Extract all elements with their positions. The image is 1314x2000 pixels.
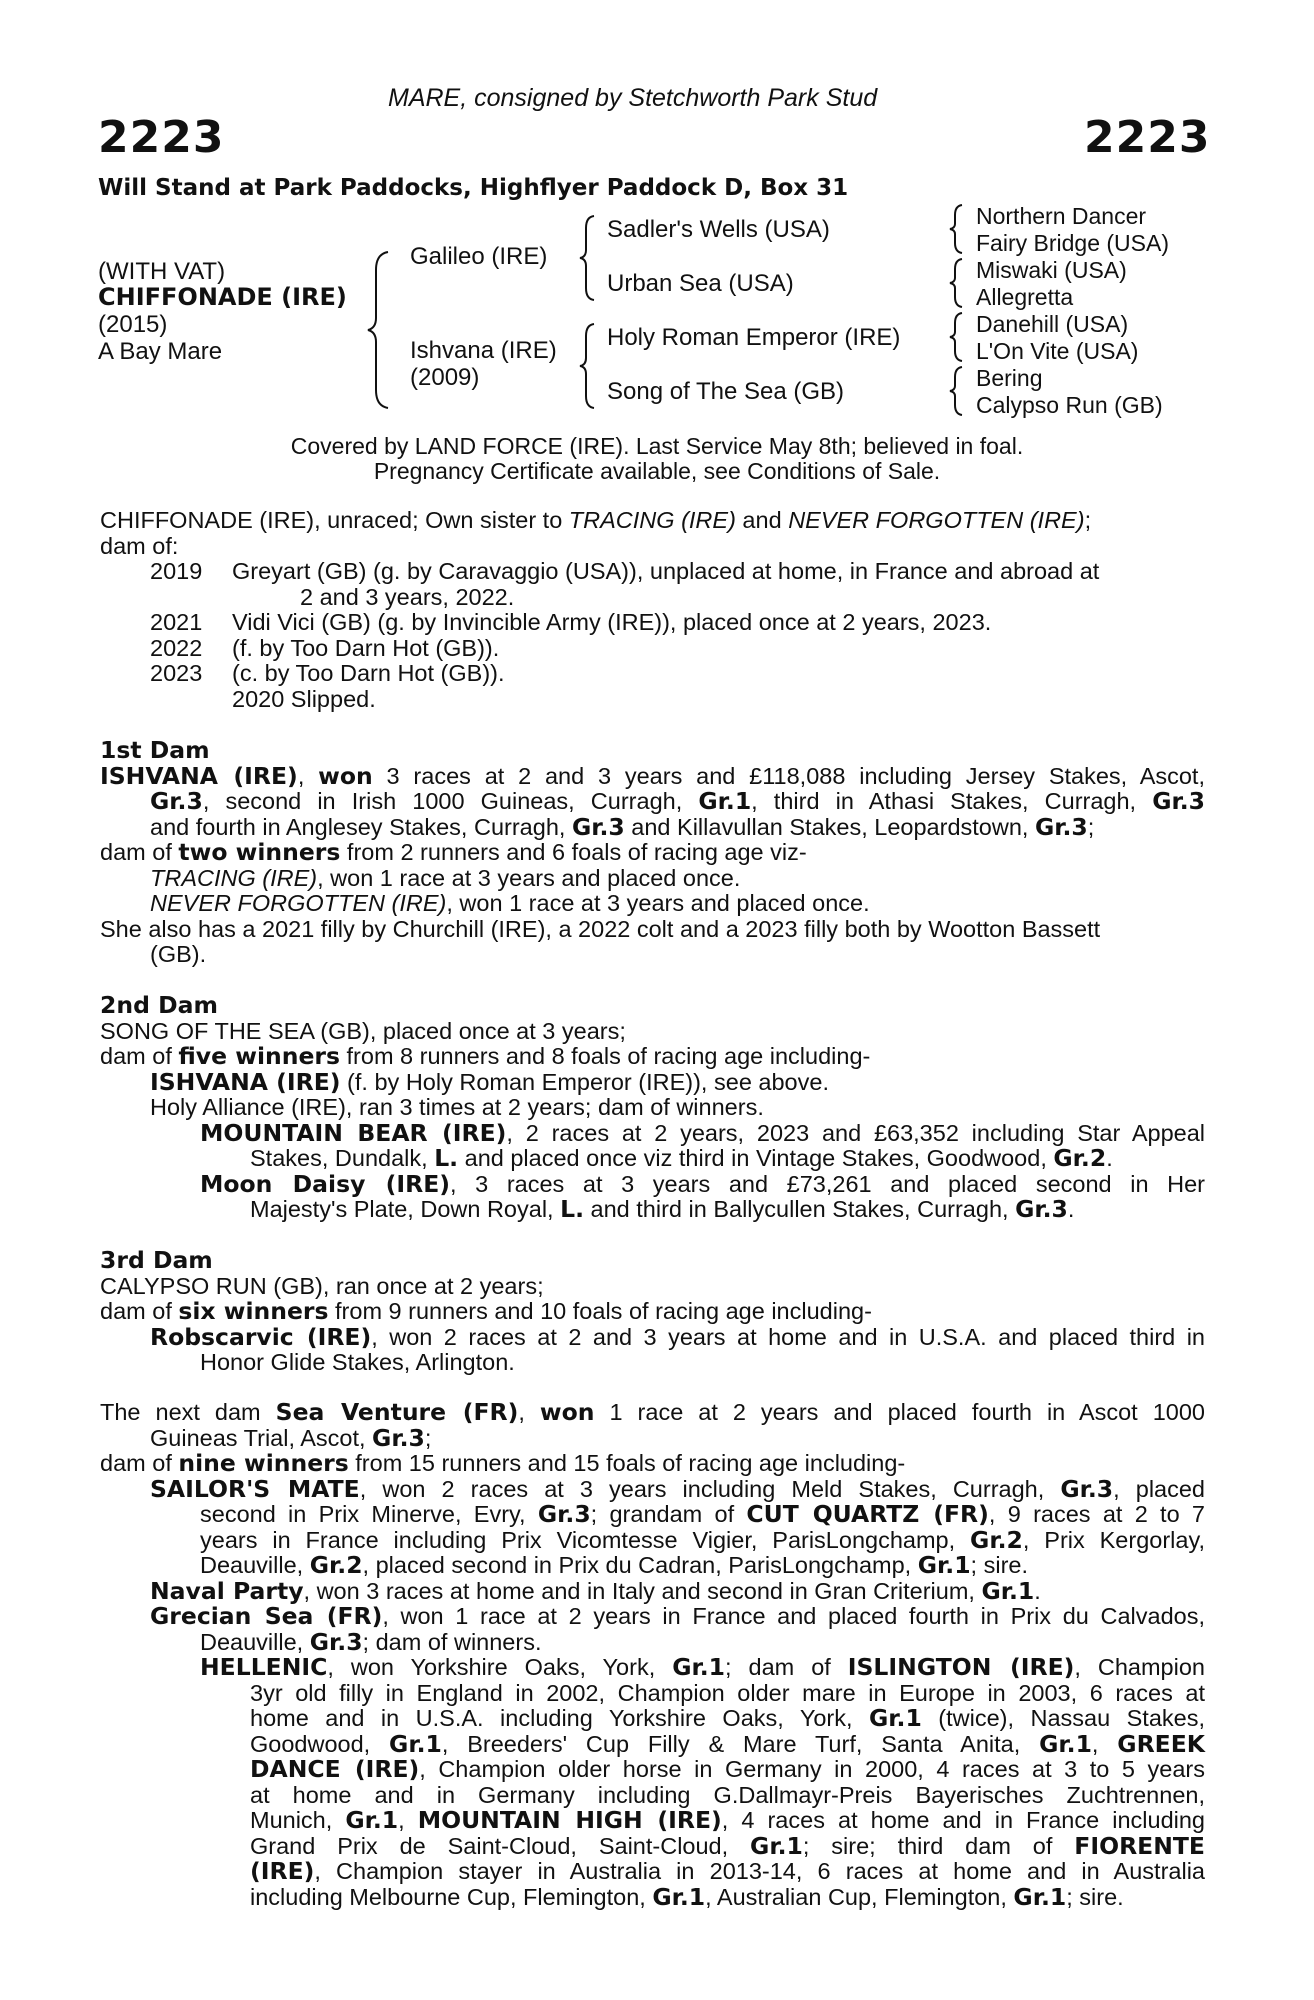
pedigree-gg-7: Bering <box>976 365 1043 391</box>
pedigree-dam-sire: Holy Roman Emperor (IRE) <box>607 324 901 351</box>
third-dam-heading: 3rd Dam <box>100 1246 213 1274</box>
produce-row: 2022 (f. by Too Darn Hot (GB)). <box>150 634 500 661</box>
vat-note: (WITH VAT) <box>98 258 226 285</box>
pedigree-gg-8: Calypso Run (GB) <box>976 392 1163 418</box>
pedigree-dam-year: (2009) <box>410 364 480 391</box>
pedigree-brace-gg1 <box>948 203 966 255</box>
pedigree-sire-sire: Sadler's Wells (USA) <box>607 216 830 243</box>
produce-row: 2023 (c. by Too Darn Hot (GB)). <box>150 660 505 686</box>
first-dam-section: 1st Dam ISHVANA (IRE), won 3 races at 2 and 3 years and £118,088 including Jersey Stakes, Ascot, Gr.3, second in Irish 1000 Guineas, Curragh, Gr.1, third in Athasi Stakes, Curragh, Gr.3 and fourth in Anglesey Stakes, Curragh, Gr.3 and Killavullan Stakes, Leopardstown, Gr.3; dam of two winners from 2 runners and 6 foals of racing age viz- TRACING (IRE), won 1 race at 3 years and placed once. NEVER FORGOTTEN (IRE), won 1 race at 3 years and placed once. She also has a 2021 filly by Churchill (IRE), a 2022 colt and a 2023 filly both by Wootton Bassett (GB). <box>100 736 1206 967</box>
produce-row: 2021 Vidi Vici (GB) (g. by Invincible Army (IRE)), placed once at 2 years, 2023. <box>150 609 992 635</box>
pedigree-dam-dam: Song of The Sea (GB) <box>607 378 845 405</box>
pedigree-sire-dam: Urban Sea (USA) <box>607 270 794 297</box>
pedigree-sire: Galileo (IRE) <box>410 243 548 270</box>
pedigree-gg-5: Danehill (USA) <box>976 311 1129 337</box>
produce-record <box>100 508 1205 712</box>
pedigree-gg-6: L'On Vite (USA) <box>976 338 1139 364</box>
covering-note: Covered by LAND FORCE (IRE). Last Service May 8th; believed in foal. <box>290 433 1024 459</box>
first-dam-heading: 1st Dam <box>100 736 210 764</box>
horse-year: (2015) <box>98 311 168 338</box>
pedigree-brace-main <box>366 250 392 410</box>
lot-number-right: 2223 <box>1084 112 1211 163</box>
pedigree-gg-3: Miswaki (USA) <box>976 257 1127 283</box>
produce-row: 2020 Slipped. <box>232 685 376 712</box>
lot-number-left: 2223 <box>98 112 225 163</box>
horse-description: A Bay Mare <box>98 338 223 365</box>
horse-name: CHIFFONADE (IRE) <box>98 283 347 311</box>
intro-dam-of: dam of: <box>100 532 179 559</box>
second-dam-section: 2nd Dam SONG OF THE SEA (GB), placed once at 3 years; dam of five winners from 8 runners and 8 foals of racing age including- ISHVANA (IRE) (f. by Holy Roman Emperor (IRE)), see above. Holy Alliance (IRE), ran 3 times at 2 years; dam of winners. MOUNTAIN BEAR (IRE), 2 races at 2 years, 2023 and £63,352 including Star Appeal Stakes, Dundalk, L. and placed once viz third in Vintage Stakes, Goodwood, Gr.2. Moon Daisy (IRE), 3 races at 3 years and £73,261 and placed second in Her Majesty's Plate, Down Royal, L. and third in Ballycullen Stakes, Curragh, Gr.3. <box>100 991 1205 1223</box>
intro-line: CHIFFONADE (IRE), unraced; Own sister to TRACING (IRE) and NEVER FORGOTTEN (IRE); <box>100 507 1092 533</box>
produce-row-cont: 2 and 3 years, 2022. <box>300 583 515 610</box>
pedigree-brace-gg3 <box>948 311 966 363</box>
pedigree-brace-gg2 <box>948 257 966 309</box>
next-dam-section: The next dam Sea Venture (FR), won 1 race at 2 years and placed fourth in Ascot 1000 Guineas Trial, Ascot, Gr.3; dam of nine winners from 15 runners and 15 foals of racing age including- SAILOR'S MATE, won 2 races at 3 years including Meld Stakes, Curragh, Gr.3, placed second in Prix Minerve, Evry, Gr.3; grandam of CUT QUARTZ (FR), 9 races at 2 to 7 years in France including Prix Vicomtesse Vigier, ParisLongchamp, Gr.2, Prix Kergorlay, Deauville, Gr.2, placed second in Prix du Cadran, ParisLongchamp, Gr.1; sire. Naval Party, won 3 races at home and in Italy and second in Gran Criterium, Gr.1. Grecian Sea (FR), won 1 race at 2 years in France and placed fourth in Prix du Calvados, Deauville, Gr.3; dam of winners. HELLENIC, won Yorkshire Oaks, York, Gr.1; dam of ISLINGTON (IRE), Champion 3yr old filly in England in 2002, Champion older mare in Europe in 2003, 6 races at home and in U.S.A. including Yorkshire Oaks, York, Gr.1 (twice), Nassau Stakes, Goodwood, Gr.1, Breeders' Cup Filly & Mare Turf, Santa Anita, Gr.1, GREEK DANCE (IRE), Champion older horse in Germany in 2000, 4 races at 3 to 5 years at home and in Germany including G.Dallmayr-Preis Bayerisches Zuchtrennen, Munich, Gr.1, MOUNTAIN HIGH (IRE), 4 races at home and in France including Grand Prix de Saint-Cloud, Saint-Cloud, Gr.1; sire; third dam of FIORENTE (IRE), Champion stayer in Australia in 2013-14, 6 races at home and in Australia including Melbourne Cup, Flemington, Gr.1, Australian Cup, Flemington, Gr.1; sire. <box>100 1398 1206 1911</box>
produce-row: 2019 Greyart (GB) (g. by Caravaggio (USA)), unplaced at home, in France and abroad at <box>150 558 1100 584</box>
second-dam-heading: 2nd Dam <box>100 991 218 1019</box>
pedigree-dam: Ishvana (IRE) <box>410 337 557 364</box>
stand-location: Will Stand at Park Paddocks, Highflyer Paddock D, Box 31 <box>98 175 849 201</box>
pedigree-brace-gg4 <box>948 365 966 417</box>
pedigree-gg-4: Allegretta <box>976 284 1074 310</box>
consignor-subtitle: MARE, consigned by Stetchworth Park Stud <box>388 84 878 112</box>
pedigree-brace-sire <box>578 214 598 302</box>
pregnancy-note: Pregnancy Certificate available, see Conditions of Sale. <box>373 458 941 484</box>
pedigree-gg-1: Northern Dancer <box>976 203 1147 229</box>
pedigree-brace-dam <box>578 322 598 410</box>
pedigree-gg-2: Fairy Bridge (USA) <box>976 230 1169 256</box>
third-dam-section: 3rd Dam CALYPSO RUN (GB), ran once at 2 years; dam of six winners from 9 runners and 10 foals of racing age including- Robscarvic (IRE), won 2 races at 2 and 3 years at home and in U.S.A. and placed third in Honor Glide Stakes, Arlington. <box>100 1246 1205 1375</box>
